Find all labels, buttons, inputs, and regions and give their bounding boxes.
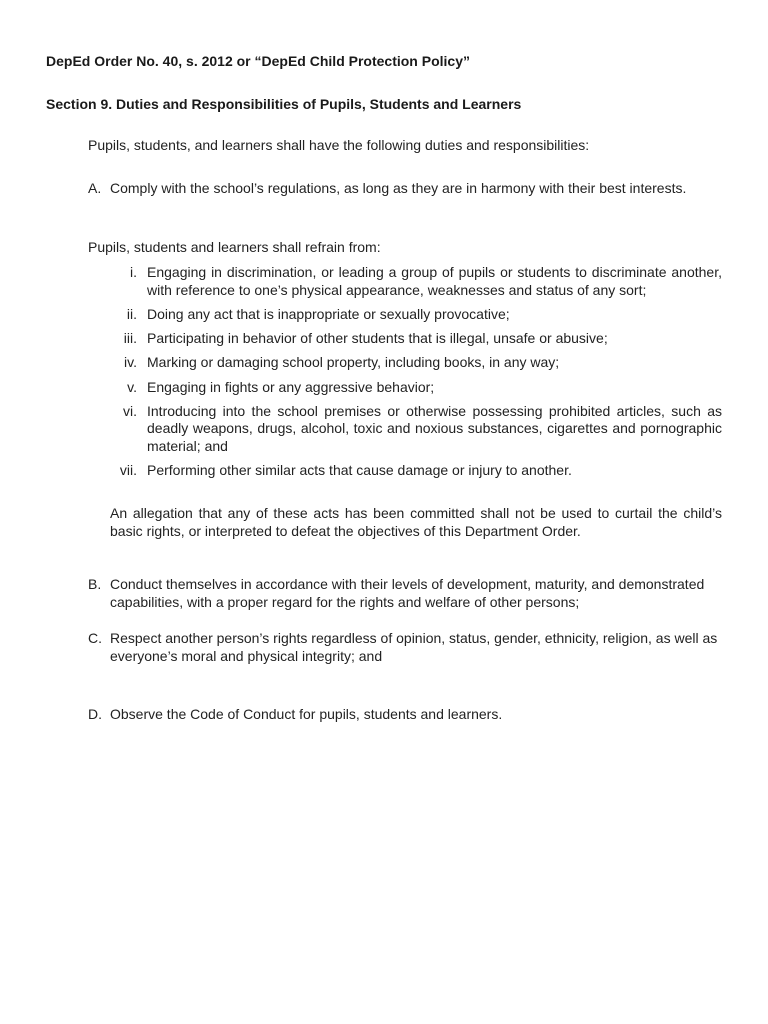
list-item <box>110 379 722 397</box>
duty-item-c <box>88 630 722 665</box>
list-item <box>110 403 722 456</box>
list-item-text: Performing other similar acts that cause damage or injury to another. <box>147 462 572 479</box>
allegation-paragraph: An allegation that any of these acts has been committed shall not be used to curtail the child’s basic rights, or interpreted to defeat the objectives of this Department Order. <box>110 505 722 539</box>
list-item-number: ii. <box>126 305 137 322</box>
duty-item-b <box>88 576 722 611</box>
refrain-list <box>110 264 722 487</box>
duty-item-letter: B. <box>88 576 102 592</box>
list-item-number: vi. <box>123 402 137 419</box>
list-item-number: v. <box>127 378 137 395</box>
duty-item-letter: C. <box>88 630 102 646</box>
list-item <box>110 306 722 324</box>
duty-item-text: Observe the Code of Conduct for pupils, students and learners. <box>110 706 503 722</box>
duty-item-d <box>88 706 722 724</box>
section-heading: Section 9. Duties and Responsibilities of Pupils, Students and Learners <box>46 96 522 112</box>
refrain-intro: Pupils, students and learners shall refrain from: <box>88 239 381 255</box>
list-item-text: Engaging in fights or any aggressive behavior; <box>147 378 435 395</box>
list-item <box>110 264 722 299</box>
list-item-number: iii. <box>123 330 137 347</box>
list-item <box>110 354 722 372</box>
duty-item-text: Comply with the school’s regulations, as long as they are in harmony with their best interests. <box>110 180 687 196</box>
list-item-number: i. <box>130 264 137 280</box>
duty-item-letter: D. <box>88 706 102 722</box>
intro-paragraph: Pupils, students, and learners shall have the following duties and responsibilities: <box>88 137 590 153</box>
duty-item-text: Conduct themselves in accordance with their levels of development, maturity, and demonstrated capabilities, with a proper regard for the rights and welfare of other persons; <box>110 576 705 610</box>
document-title: DepEd Order No. 40, s. 2012 or “DepEd Child Protection Policy” <box>46 53 470 69</box>
list-item-text: Introducing into the school premises or otherwise possessing prohibited articles, such as deadly weapons, drugs, alcohol, toxic and noxious substances, cigarettes and pornographic material; and <box>147 402 722 454</box>
duty-item-text: Respect another person’s rights regardless of opinion, status, gender, ethnicity, religion, as well as everyone’s moral and physical integrity; and <box>110 630 718 664</box>
duty-item-letter: A. <box>88 180 102 196</box>
list-item-number: vii. <box>119 462 137 479</box>
list-item-number: iv. <box>124 354 137 371</box>
list-item-text: Doing any act that is inappropriate or sexually provocative; <box>147 305 510 322</box>
list-item-text: Engaging in discrimination, or leading a group of pupils or students to discriminate another, with reference to one’s physical appearance, weaknesses and status of any sort; <box>147 264 722 298</box>
list-item-text: Marking or damaging school property, including books, in any way; <box>147 354 560 371</box>
list-item <box>110 330 722 348</box>
duty-item-a <box>88 180 722 198</box>
list-item-text: Participating in behavior of other students that is illegal, unsafe or abusive; <box>147 330 608 347</box>
list-item <box>110 462 722 480</box>
